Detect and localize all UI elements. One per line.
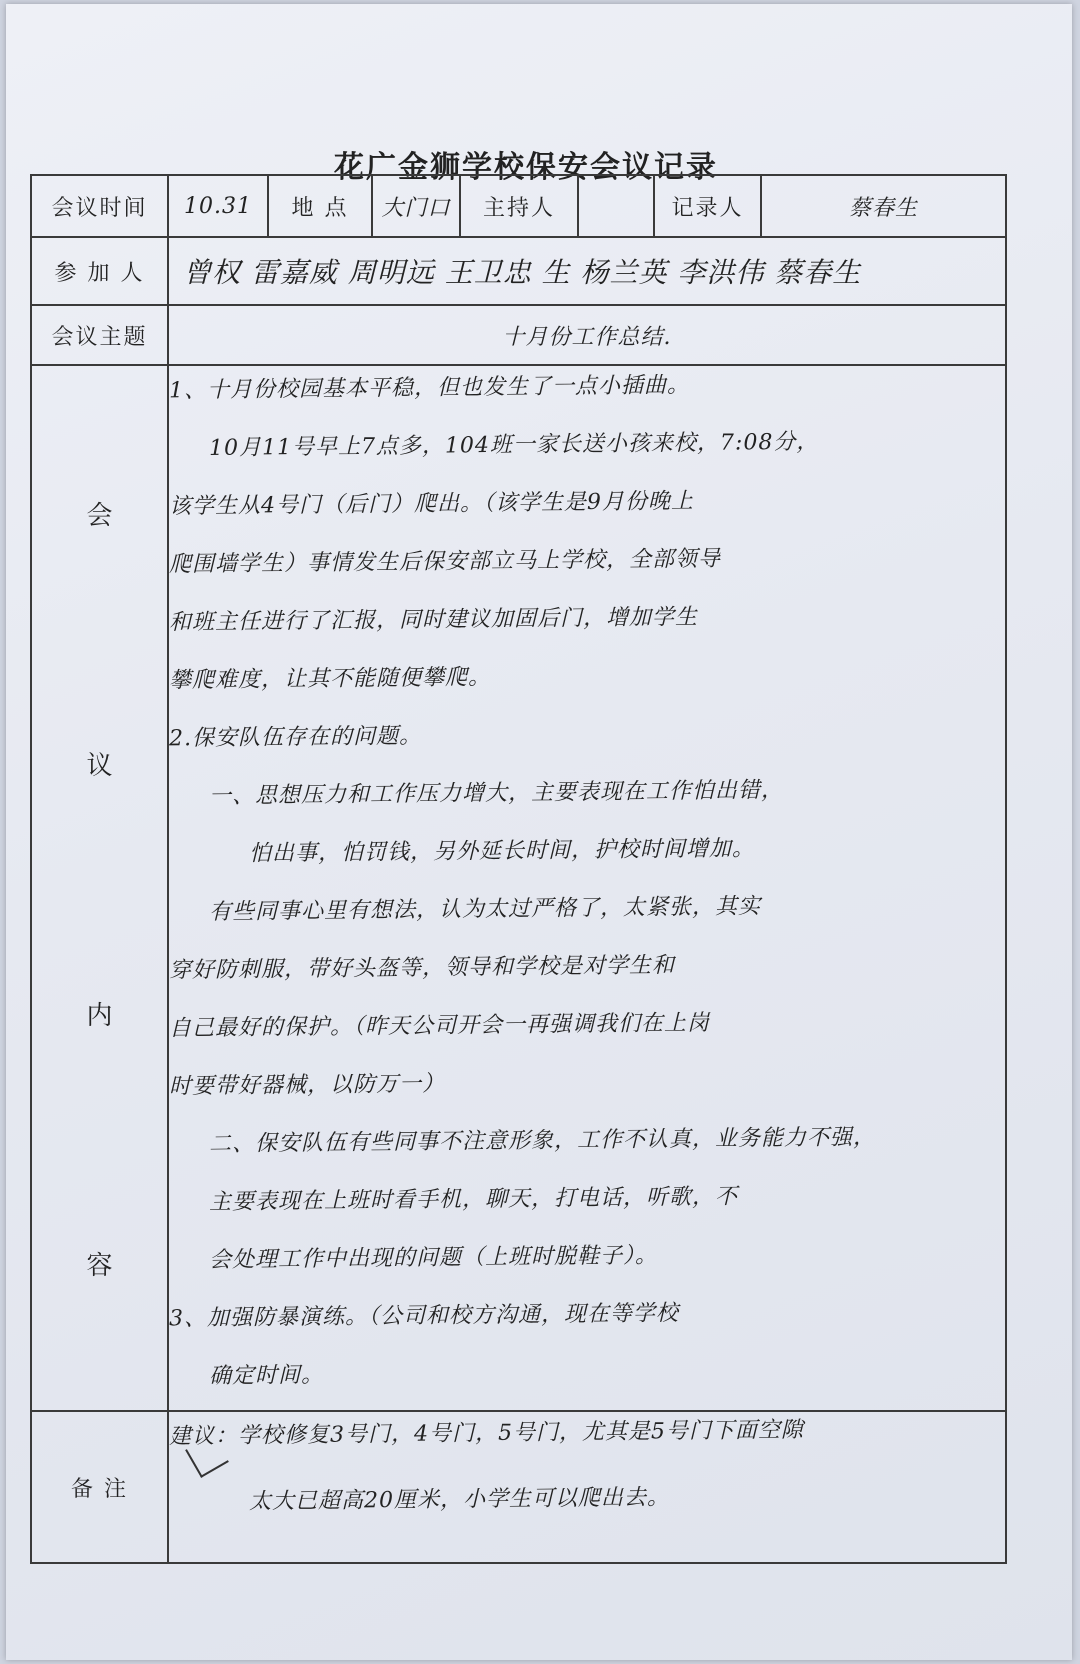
content-line: 该学生从4号门（后门）爬出。（该学生是9月份晚上 [168,488,695,520]
place-value: 大门口 [372,175,460,237]
content-line: 有些同事心里有想法，认为太过严格了，太紧张，其实 [208,894,762,925]
paper-sheet [6,4,1072,1660]
topic-label: 会议主题 [31,305,168,365]
content-line: 3、加强防暴演练。（公司和校方沟通，现在等学校 [168,1301,680,1332]
host-label: 主持人 [460,175,578,237]
content-label-char: 议 [86,750,113,781]
content-line: 和班主任进行了汇报，同时建议加固后门，增加学生 [168,604,699,636]
content-line: 会处理工作中出现的问题（上班时脱鞋子）。 [208,1243,659,1273]
content-line: 时要带好器械，以防万一） [168,1071,446,1100]
recorder-label: 记录人 [654,175,761,237]
content-label-char: 容 [86,1250,113,1281]
content-line: 1、十月份校园基本平稳，但也发生了一点小插曲。 [168,372,691,404]
remarks-label: 备 注 [31,1411,168,1563]
meeting-record-table [30,174,1007,1564]
content-label [31,365,168,1411]
remark-line: 建议：学校修复3号门，4号门，5号门，尤其是5号门下面空隙 [168,1417,805,1450]
topic-value: 十月份工作总结. [168,305,1006,365]
content-line: 爬围墙学生）事情发生后保安部立马上学校，全部领导 [168,546,722,578]
content-line: 2.保安队伍存在的问题。 [168,723,423,752]
place-label: 地 点 [268,175,372,237]
content-line: 一、思想压力和工作压力增大，主要表现在工作怕出错， [208,777,785,809]
content-line: 主要表现在上班时看手机，聊天，打电话，听歌，不 [208,1184,739,1215]
content-body [168,365,1006,1411]
remark-line: 太大已超高20厘米，小学生可以爬出去。 [248,1485,671,1515]
time-label: 会议时间 [31,175,168,237]
content-line: 自己最好的保护。（昨天公司开会一再强调我们在上岗 [168,1010,711,1042]
remarks-body [168,1411,1006,1563]
page-title: 花广金狮学校保安会议记录 [334,150,718,185]
participants-value: 曾权 雷嘉威 周明远 王卫忠 生 杨兰英 李洪伟 蔡春生 [168,237,1006,305]
recorder-value: 蔡春生 [761,175,1006,237]
content-line: 攀爬难度，让其不能随便攀爬。 [168,665,492,694]
host-value [578,175,654,237]
content-label-char: 会 [86,500,113,531]
content-line: 10月11号早上7点多，104班一家长送小孩来校，7:08分， [208,429,820,461]
content-line: 穿好防刺服，带好头盔等，领导和学校是对学生和 [168,953,676,984]
content-line: 怕出事，怕罚钱，另外延长时间，护校时间增加。 [248,836,756,867]
content-label-char: 内 [86,1000,113,1031]
time-value: 10.31 [168,175,268,237]
participants-label: 参 加 人 [31,237,168,305]
content-line: 确定时间。 [208,1362,325,1389]
content-line: 二、保安队伍有些同事不注意形象，工作不认真，业务能力不强， [208,1124,877,1157]
